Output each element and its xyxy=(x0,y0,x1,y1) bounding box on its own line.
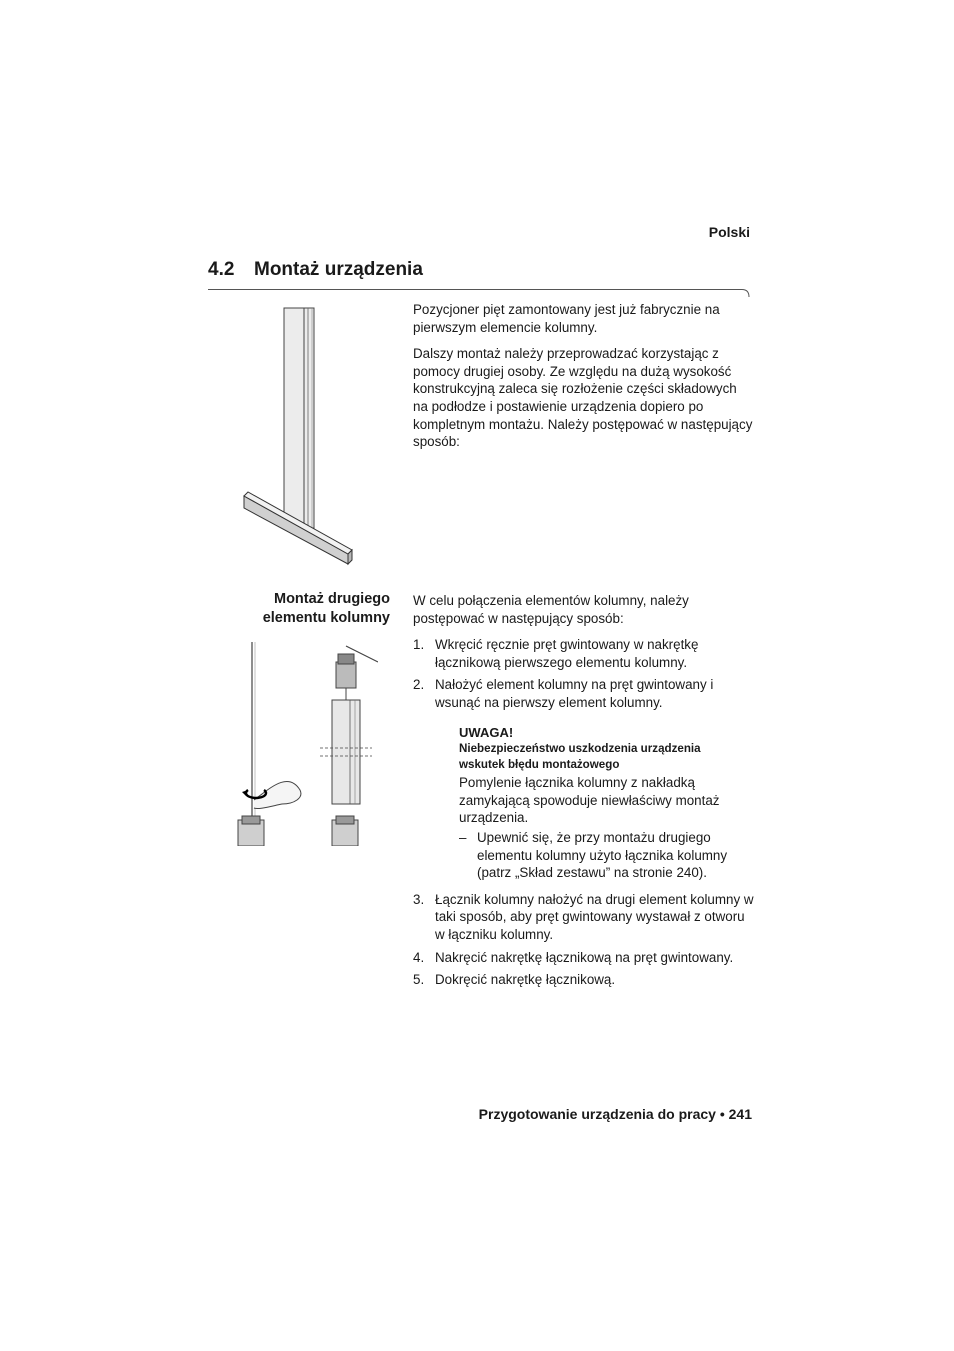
step-item xyxy=(413,891,755,944)
step-item xyxy=(413,971,755,989)
assembly-steps xyxy=(413,592,755,994)
step-number: 1. xyxy=(413,637,425,653)
warning-subtitle-line-2: wskutek błędu montażowego xyxy=(459,757,620,771)
steps-list xyxy=(413,636,755,711)
subsection-title-line-1: Montaż drugiego xyxy=(274,591,390,607)
section-rule xyxy=(208,289,750,299)
warning-box xyxy=(459,724,755,882)
step-item xyxy=(413,636,755,671)
column-assembly-illustration xyxy=(228,640,378,846)
column-base-illustration xyxy=(238,306,354,570)
steps-list-continued xyxy=(413,891,755,989)
warning-body: Pomylenie łącznika kolumny z nakładką zamykającą spowoduje niewłaściwy montaż urządzenia. xyxy=(459,775,720,826)
warning-item-text: Upewnić się, że przy montażu drugiego elementu kolumny użyto łącznika kolumny (patrz „Skład zestawu” na stronie 240). xyxy=(477,829,728,881)
step-text: Łącznik kolumny nałożyć na drugi element kolumny w taki sposób, aby pręt gwintowany wystawał z otworu w łączniku kolumny. xyxy=(435,891,754,942)
step-text: Nałożyć element kolumny na pręt gwintowany i wsunąć na pierwszy element kolumny. xyxy=(435,677,714,710)
subsection-title-line-2: elementu kolumny xyxy=(262,610,390,626)
subsection-title xyxy=(263,590,390,628)
intro-paragraph-1: Pozycjoner pięt zamontowany jest już fabrycznie na pierwszym elemencie kolumny. xyxy=(413,302,720,335)
step-text: Wkręcić ręcznie pręt gwintowany w nakrętkę łącznikową pierwszego elementu kolumny. xyxy=(435,637,699,670)
step-text: Nakręcić nakrętkę łącznikową na pręt gwintowany. xyxy=(435,949,734,965)
language-label: Polski xyxy=(708,224,750,240)
step-number: 4. xyxy=(413,949,425,965)
step-item xyxy=(413,676,755,711)
section-number: 4.2 xyxy=(208,259,235,280)
warning-title: UWAGA! xyxy=(459,724,514,740)
intro-text xyxy=(413,301,755,460)
intro-paragraph-2: Dalszy montaż należy przeprowadzać korzystając z pomocy drugiej osoby. Ze względu na dużą wysokość konstrukcyjną zaleca się rozłożenie części składowych na podłodze i postawienie urządzenia dopiero po kompletnym montażu. Należy postępować w następujący sposób: xyxy=(413,346,753,450)
step-number: 5. xyxy=(413,972,425,988)
section-title xyxy=(208,259,423,281)
section-title-text: Montaż urządzenia xyxy=(254,259,423,280)
step-item xyxy=(413,949,755,967)
step-text: Dokręcić nakrętkę łącznikową. xyxy=(435,972,616,988)
steps-lead: W celu połączenia elementów kolumny, należy postępować w następujący sposób: xyxy=(413,593,689,626)
step-number: 3. xyxy=(413,891,425,907)
step-number: 2. xyxy=(413,677,425,693)
warning-list-item xyxy=(459,829,755,882)
warning-subtitle-line-1: Niebezpieczeństwo uszkodzenia urządzenia xyxy=(459,742,701,756)
page-footer: Przygotowanie urządzenia do pracy • 241 xyxy=(478,1106,752,1122)
dash-bullet: – xyxy=(459,829,467,845)
